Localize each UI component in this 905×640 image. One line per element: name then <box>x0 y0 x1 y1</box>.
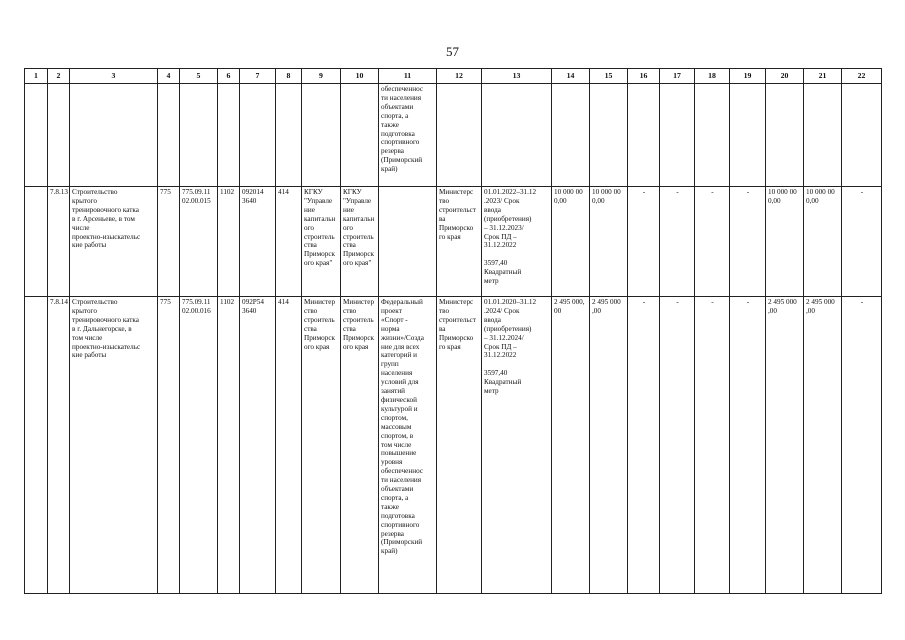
table-row <box>25 297 882 594</box>
cell <box>766 84 804 187</box>
cell-col6: 1102 <box>218 187 240 297</box>
cell-col8: 414 <box>276 297 302 594</box>
column-header: 15 <box>590 69 628 84</box>
cell <box>660 84 695 187</box>
cell-object-name: Строительство крытого тренировочного катка в г. Арсеньеве, в том числе проектно-изыскательс кие работы <box>70 187 158 297</box>
cell-col17: - <box>660 187 695 297</box>
column-header: 2 <box>48 69 70 84</box>
column-header: 18 <box>695 69 730 84</box>
column-header: 3 <box>70 69 158 84</box>
column-header: 20 <box>766 69 804 84</box>
column-header: 10 <box>341 69 379 84</box>
cell-col4: 775 <box>158 187 180 297</box>
cell-object-name: Строительство крытого тренировочного катка в г. Дальнегорске, в том числе проектно-изыскательс кие работы <box>70 297 158 594</box>
cell <box>218 84 240 187</box>
cell-col15: 10 000 00 0,00 <box>590 187 628 297</box>
cell <box>482 84 552 187</box>
cell-item-number: 7.8.14 <box>48 297 70 594</box>
cell-col22: - <box>842 187 882 297</box>
cell-col13: 01.01.2022–31.12 .2023/ Срок ввода (приобретения) – 31.12.2023/ Срок ПД – 31.12.2022 3597,40 Квадратный метр <box>482 187 552 297</box>
column-header: 19 <box>730 69 766 84</box>
cell-col21: 10 000 00 0,00 <box>804 187 842 297</box>
cell-col19: - <box>730 297 766 594</box>
column-header: 6 <box>218 69 240 84</box>
cell <box>437 84 482 187</box>
cell-col18: - <box>695 297 730 594</box>
cell-col14: 10 000 00 0,00 <box>552 187 590 297</box>
cell-col20: 10 000 00 0,00 <box>766 187 804 297</box>
cell <box>552 84 590 187</box>
cell <box>628 84 660 187</box>
cell <box>695 84 730 187</box>
cell <box>804 84 842 187</box>
cell <box>180 84 218 187</box>
column-header: 7 <box>240 69 276 84</box>
cell-col16: - <box>628 297 660 594</box>
continuation-row <box>25 84 882 187</box>
column-header: 9 <box>302 69 341 84</box>
cell-col10: КГКУ "Управле ние капитальн ого строитель ства Приморск ого края" <box>341 187 379 297</box>
cell-col11: Федеральный проект «Спорт - норма жизни»/Созда ние для всех категорий и групп населения условий для занятий физической культурой и спортом, массовым спортом, в том числе повышение уровня обеспеченнос ти населения объектами спорта, а также подготовка спортивного резерва (Приморский край) <box>379 297 437 594</box>
cell <box>590 84 628 187</box>
cell-col17: - <box>660 297 695 594</box>
cell <box>25 84 48 187</box>
cell-col14: 2 495 000, 00 <box>552 297 590 594</box>
cell-col1 <box>25 187 48 297</box>
cell-col9: КГКУ "Управле ние капитальн ого строитель ства Приморск ого края" <box>302 187 341 297</box>
cell-col16: - <box>628 187 660 297</box>
cell <box>70 84 158 187</box>
cell-col10: Министер ство строитель ства Приморск ого края <box>341 297 379 594</box>
column-header: 16 <box>628 69 660 84</box>
column-header: 12 <box>437 69 482 84</box>
cell-col1 <box>25 297 48 594</box>
cell <box>842 84 882 187</box>
cell-col12: Министерс тво строительст ва Приморско го края <box>437 297 482 594</box>
cell-col11 <box>379 187 437 297</box>
cell-col20: 2 495 000 ,00 <box>766 297 804 594</box>
cell <box>48 84 70 187</box>
column-header: 4 <box>158 69 180 84</box>
column-header: 17 <box>660 69 695 84</box>
column-header: 1 <box>25 69 48 84</box>
cell-col7: 092P54 3640 <box>240 297 276 594</box>
column-header: 14 <box>552 69 590 84</box>
cell-col13: 01.01.2020–31.12 .2024/ Срок ввода (приобретения) – 31.12.2024/ Срок ПД – 31.12.2022 3597,40 Квадратный метр <box>482 297 552 594</box>
cell-col15: 2 495 000 ,00 <box>590 297 628 594</box>
cell-col4: 775 <box>158 297 180 594</box>
column-header: 5 <box>180 69 218 84</box>
cell-col8: 414 <box>276 187 302 297</box>
cell-col9: Министер ство строитель ства Приморск ого края <box>302 297 341 594</box>
cell-col7: 092014 3640 <box>240 187 276 297</box>
cell <box>276 84 302 187</box>
cell <box>341 84 379 187</box>
column-header: 21 <box>804 69 842 84</box>
cell-col5: 775.09.11 02.00.015 <box>180 187 218 297</box>
cell <box>158 84 180 187</box>
page-number: 57 <box>446 44 459 59</box>
table-row <box>25 187 882 297</box>
cell-col21: 2 495 000 ,00 <box>804 297 842 594</box>
cell <box>302 84 341 187</box>
cell-col18: - <box>695 187 730 297</box>
column-header: 13 <box>482 69 552 84</box>
cell-col6: 1102 <box>218 297 240 594</box>
cell-goal: обеспеченнос ти населения объектами спорта, а также подготовка спортивного резерва (Приморский край) <box>379 84 437 187</box>
cell <box>730 84 766 187</box>
column-header: 22 <box>842 69 882 84</box>
cell-col5: 775.09.11 02.00.016 <box>180 297 218 594</box>
cell-item-number: 7.8.13 <box>48 187 70 297</box>
header-row <box>25 69 882 84</box>
column-header: 8 <box>276 69 302 84</box>
cell-col12: Министерс тво строительст ва Приморско го края <box>437 187 482 297</box>
cell-col22: - <box>842 297 882 594</box>
cell-col19: - <box>730 187 766 297</box>
program-table <box>24 68 882 594</box>
column-header: 11 <box>379 69 437 84</box>
cell <box>240 84 276 187</box>
